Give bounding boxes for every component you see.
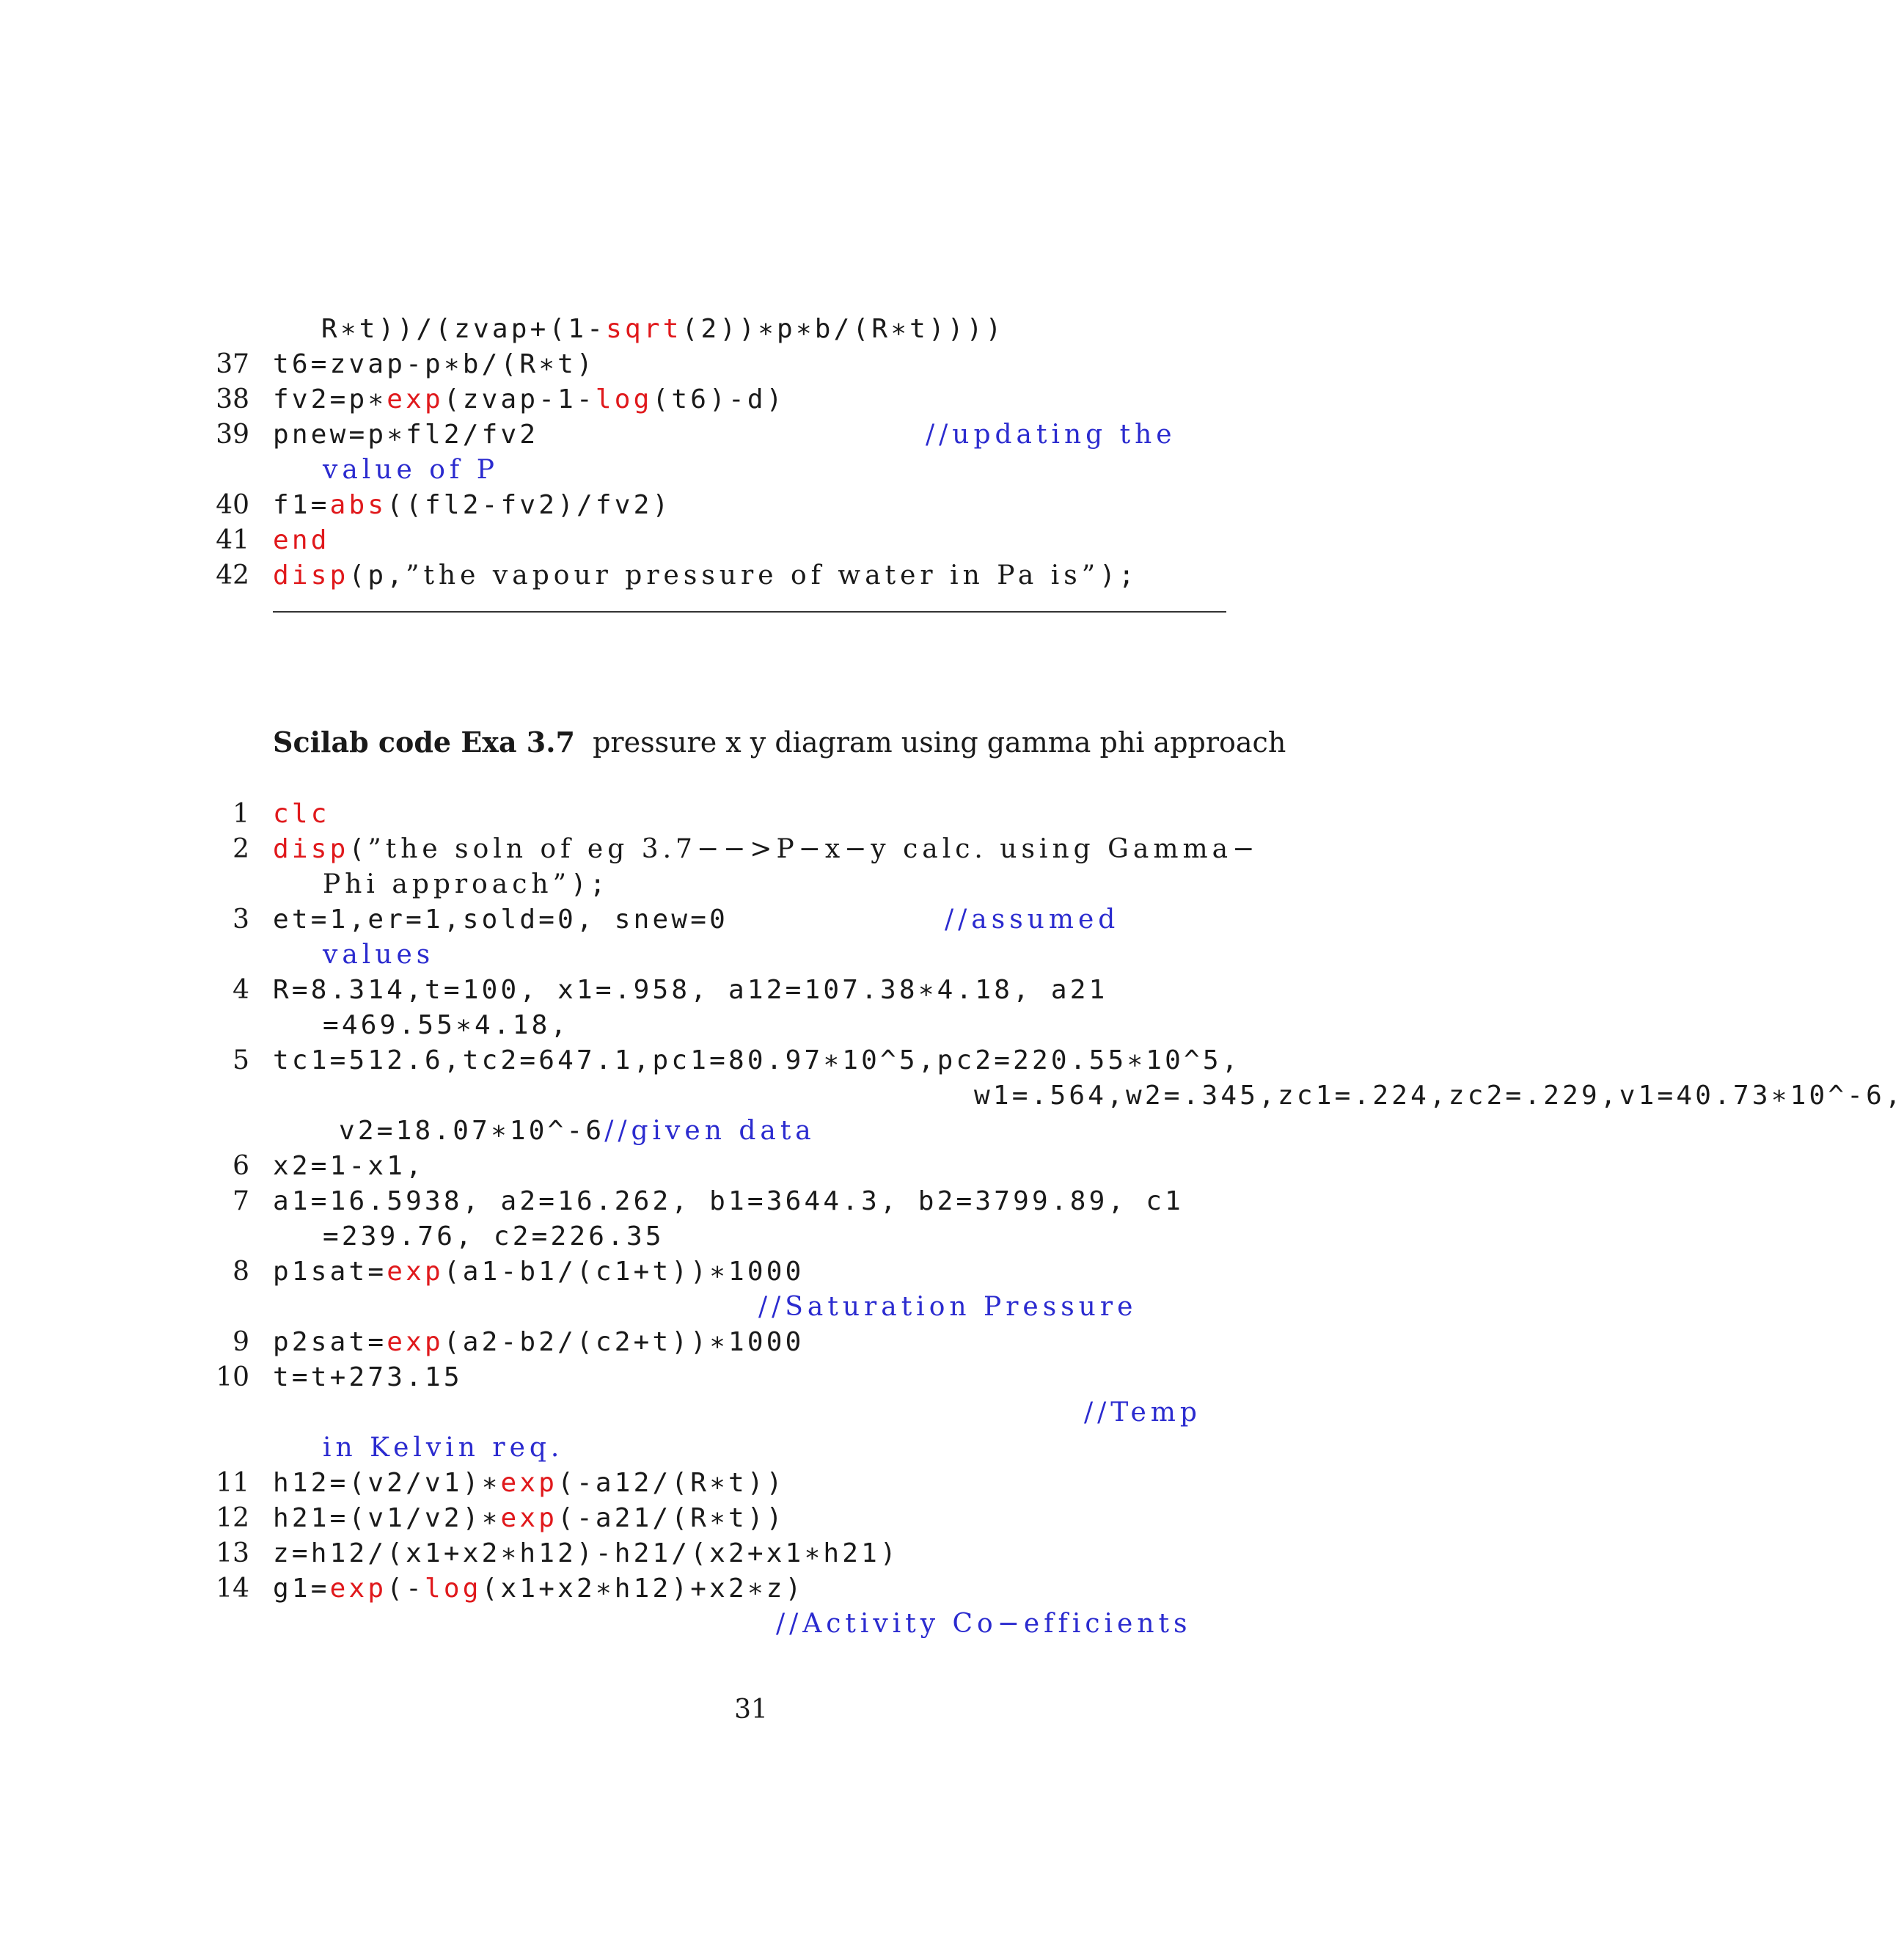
code-line	[0, 347, 1502, 382]
keyword: sqrt	[606, 314, 682, 344]
keyword: exp	[387, 384, 444, 414]
code-line	[0, 1395, 1502, 1430]
code-text	[273, 417, 1176, 453]
line-number: 6	[232, 1151, 249, 1181]
line-number: 11	[216, 1468, 249, 1498]
code-token: z=h12/(x1+x2∗h12)-h21/(x2+x1∗h21)	[273, 1538, 899, 1568]
comment: in Kelvin req.	[323, 1433, 564, 1463]
code-line	[0, 1219, 1502, 1254]
line-number: 1	[232, 799, 249, 829]
code-text	[273, 382, 786, 417]
code-token: et=1,er=1,sold=0, snew=0	[273, 905, 728, 935]
code-line	[0, 1325, 1502, 1360]
code-token: =469.55∗4.18,	[323, 1010, 570, 1040]
code-line	[0, 523, 1502, 558]
code-text	[323, 453, 499, 488]
code-token: R=8.314,t=100, x1=.958, a12=107.38∗4.18, a21	[273, 975, 1108, 1005]
comment: //Saturation Pressure	[758, 1292, 1138, 1322]
code-line	[0, 453, 1502, 488]
comment: //Activity Co−efficients	[776, 1609, 1192, 1639]
code-token: ((fl2-fv2)/fv2)	[387, 490, 672, 520]
code-token: R∗t))/(zvap+(1-	[321, 314, 607, 344]
code-token: v2=18.07∗10^-6	[339, 1116, 605, 1146]
code-text	[273, 1501, 786, 1536]
code-line	[0, 1078, 1904, 1114]
code-token: (a2-b2/(c2+t))∗1000	[443, 1327, 805, 1357]
code-text	[273, 1325, 804, 1360]
code-token: g1=	[273, 1574, 330, 1604]
comment: //updating the	[926, 420, 1176, 450]
code-text	[273, 1254, 804, 1290]
code-text	[323, 1430, 563, 1466]
listing-end-rule	[273, 611, 1226, 613]
code-line	[0, 417, 1502, 453]
code-line	[0, 488, 1502, 523]
listing-caption	[273, 725, 1286, 760]
line-number: 7	[232, 1186, 249, 1216]
code-token: h21=(v1/v2)∗	[273, 1503, 501, 1533]
code-token: (	[348, 834, 368, 864]
line-number: 41	[216, 525, 249, 555]
code-text	[1084, 1395, 1201, 1430]
string-literal: ”the vapour pressure of water in Pa is”	[406, 560, 1100, 591]
string-literal: Phi approach”	[323, 869, 571, 899]
keyword: exp	[387, 1327, 444, 1357]
code-token: pnew=p∗fl2/fv2	[273, 420, 539, 450]
line-number: 42	[216, 560, 249, 591]
code-line	[0, 558, 1502, 593]
code-token: fv2=p∗	[273, 384, 387, 414]
line-number: 12	[216, 1503, 249, 1533]
line-number: 40	[216, 490, 249, 520]
keyword: disp	[273, 560, 349, 591]
line-number: 3	[232, 905, 249, 935]
code-line	[0, 382, 1502, 417]
code-text	[273, 973, 1107, 1008]
caption-label: Scilab code Exa 3.7	[273, 726, 575, 759]
comment: value of P	[323, 455, 499, 485]
line-number: 10	[216, 1362, 249, 1392]
code-text	[273, 488, 671, 523]
code-line	[0, 1043, 1502, 1078]
keyword: end	[273, 525, 330, 555]
code-token: p1sat=	[273, 1257, 387, 1287]
code-line	[0, 1114, 1502, 1149]
code-line	[0, 1571, 1502, 1607]
code-token: (-a21/(R∗t))	[557, 1503, 786, 1533]
keyword: log	[425, 1574, 482, 1604]
code-line	[0, 832, 1502, 867]
code-text	[273, 558, 1138, 593]
code-text	[273, 1043, 1241, 1078]
code-line	[0, 973, 1502, 1008]
code-text	[273, 832, 1259, 867]
code-line	[0, 1008, 1502, 1043]
code-text	[273, 1149, 425, 1184]
code-line	[0, 867, 1502, 902]
line-number: 14	[216, 1574, 249, 1604]
keyword: exp	[329, 1574, 387, 1604]
code-line	[0, 1536, 1502, 1571]
code-token: p2sat=	[273, 1327, 387, 1357]
string-literal: ”the soln of eg 3.7−−>P−x−y calc. using Gamma−	[367, 834, 1259, 864]
code-token: w1=.564,w2=.345,zc1=.224,zc2=.229,v1=40.73∗10^-6,	[974, 1081, 1904, 1111]
line-number: 37	[216, 349, 249, 379]
code-token: h12=(v2/v1)∗	[273, 1468, 501, 1498]
code-line	[0, 902, 1502, 938]
code-token: (2))∗p∗b/(R∗t))))	[681, 314, 1005, 344]
line-number: 4	[232, 975, 249, 1005]
comment: //assumed	[945, 905, 1120, 935]
code-text	[273, 1571, 804, 1607]
keyword: exp	[500, 1468, 558, 1498]
code-text	[323, 1078, 1904, 1114]
code-text	[321, 312, 1004, 347]
code-token: (zvap-1-	[443, 384, 596, 414]
line-number: 2	[232, 834, 249, 864]
caption-text: pressure x y diagram using gamma phi approach	[593, 726, 1286, 759]
code-text	[273, 1184, 1184, 1219]
code-token: (-	[387, 1574, 425, 1604]
line-number: 38	[216, 384, 249, 414]
code-text	[323, 867, 609, 902]
code-line	[0, 1184, 1502, 1219]
code-token: (a1-b1/(c1+t))∗1000	[443, 1257, 805, 1287]
code-token: tc1=512.6,tc2=647.1,pc1=80.97∗10^5,pc2=220.55∗10^5,	[273, 1045, 1241, 1075]
line-number: 13	[216, 1538, 249, 1568]
code-token: f1=	[273, 490, 330, 520]
code-text	[273, 797, 330, 832]
code-text	[758, 1290, 1137, 1325]
code-token: (t6)-d)	[652, 384, 786, 414]
code-line	[0, 1254, 1502, 1290]
code-line	[0, 1430, 1502, 1466]
code-text	[776, 1607, 1191, 1642]
keyword: clc	[273, 799, 330, 829]
keyword: exp	[500, 1503, 558, 1533]
code-token: (-a12/(R∗t))	[557, 1468, 786, 1498]
code-text	[273, 523, 330, 558]
code-text	[273, 902, 1119, 938]
code-token: );	[1099, 560, 1138, 591]
code-text	[273, 1360, 463, 1395]
code-line	[0, 797, 1502, 832]
keyword: disp	[273, 834, 349, 864]
keyword: log	[595, 384, 653, 414]
code-token: a1=16.5938, a2=16.262, b1=3644.3, b2=3799.89, c1	[273, 1186, 1184, 1216]
line-number: 9	[232, 1327, 249, 1357]
code-text	[273, 347, 596, 382]
comment: //given data	[604, 1116, 816, 1146]
line-number: 5	[232, 1045, 249, 1075]
code-line	[0, 1607, 1502, 1642]
code-text	[339, 1114, 816, 1149]
comment: //Temp	[1084, 1397, 1201, 1428]
code-text	[323, 1219, 664, 1254]
code-line	[0, 1466, 1502, 1501]
keyword: abs	[329, 490, 387, 520]
code-text	[323, 938, 434, 973]
line-number: 39	[216, 420, 249, 450]
code-token: =239.76, c2=226.35	[323, 1221, 664, 1251]
code-line	[0, 938, 1502, 973]
code-line	[0, 1360, 1502, 1395]
code-token: (x1+x2∗h12)+x2∗z)	[481, 1574, 805, 1604]
line-number: 8	[232, 1257, 249, 1287]
comment: values	[323, 940, 435, 970]
code-token: t6=zvap-p∗b/(R∗t)	[273, 349, 596, 379]
code-token: );	[571, 869, 609, 899]
page-number: 31	[734, 1695, 768, 1725]
code-line	[0, 1290, 1502, 1325]
code-token: x2=1-x1,	[273, 1151, 425, 1181]
code-line	[0, 312, 1502, 347]
code-token: (p,	[348, 560, 406, 591]
code-text	[273, 1466, 786, 1501]
code-text	[323, 1008, 569, 1043]
keyword: exp	[387, 1257, 444, 1287]
code-text	[273, 1536, 899, 1571]
code-line	[0, 1501, 1502, 1536]
code-line	[0, 1149, 1502, 1184]
code-token: t=t+273.15	[273, 1362, 463, 1392]
